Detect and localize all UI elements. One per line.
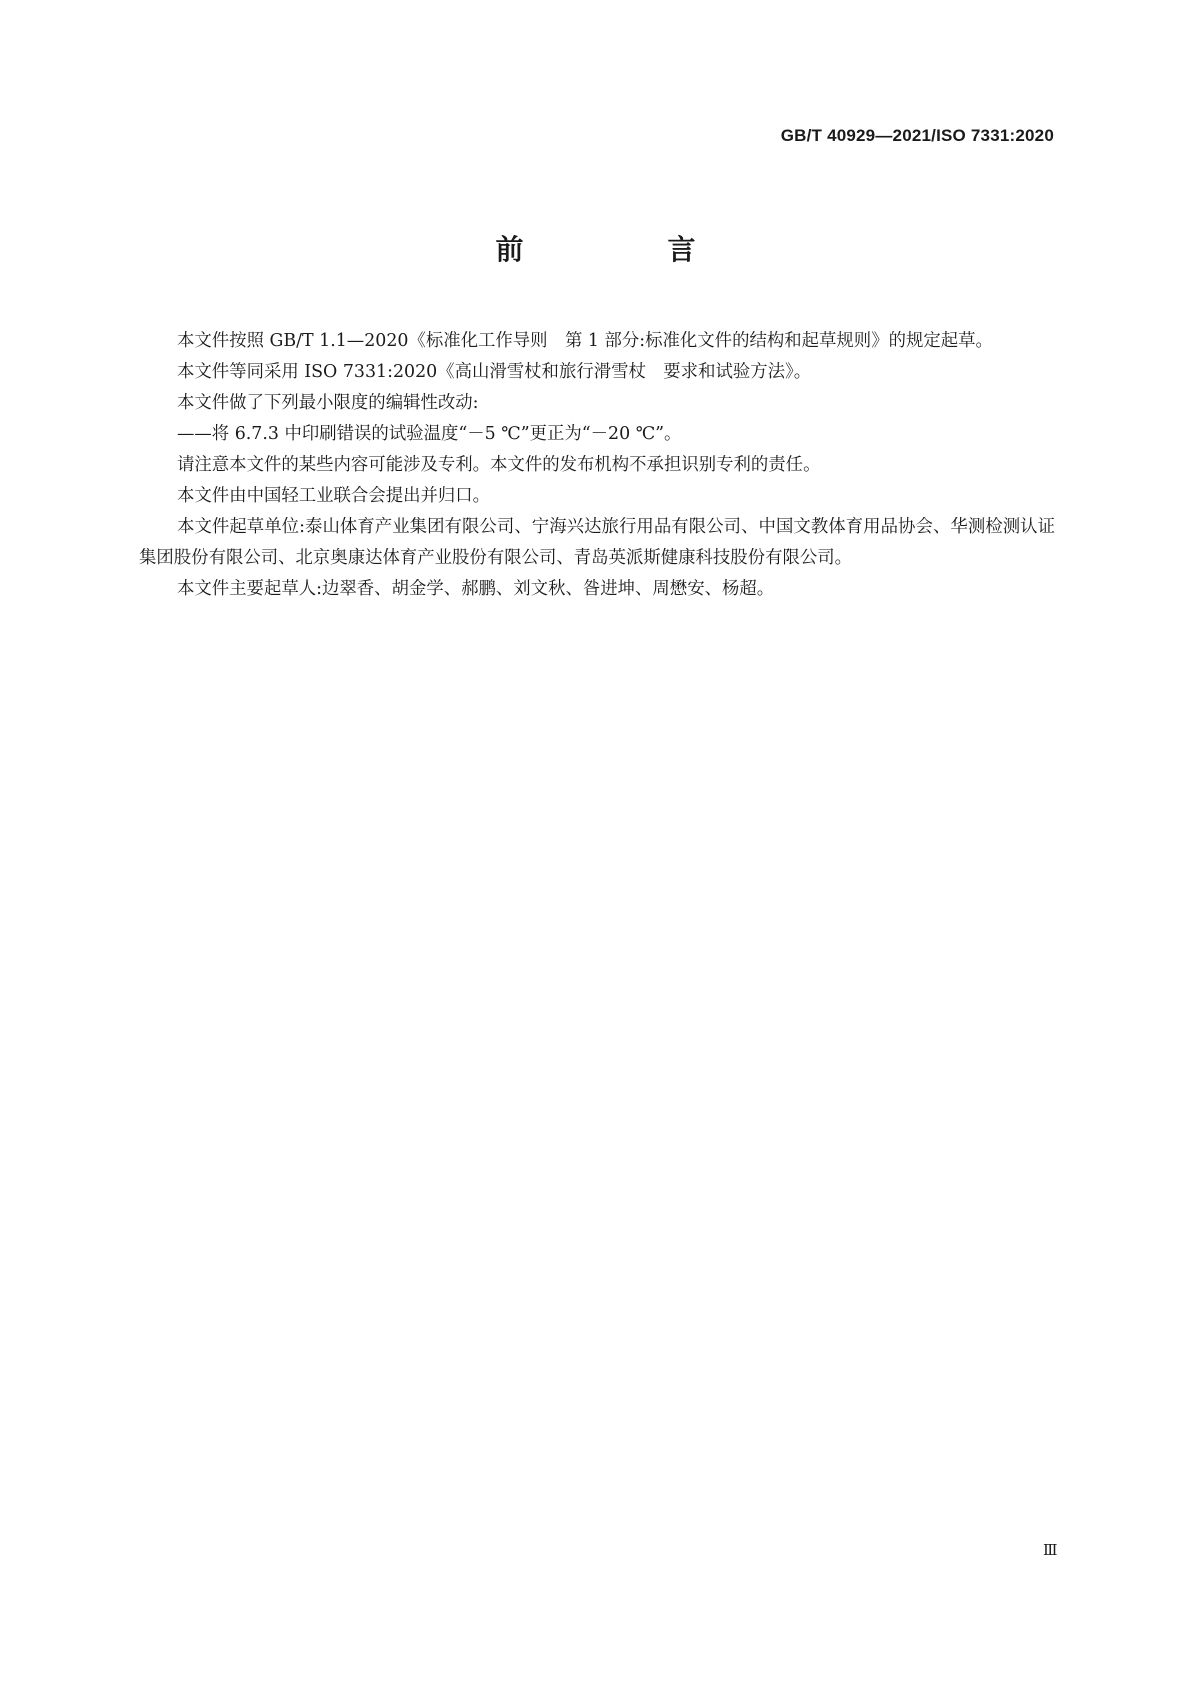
paragraph-proposer: 本文件由中国轻工业联合会提出并归口。: [177, 486, 491, 506]
paragraph-drafting-units: 本文件起草单位:泰山体育产业集团有限公司、宁海兴达旅行用品有限公司、中国文教体育用品协会、华测检测认证集团股份有限公司、北京奥康达体育产业股份有限公司、青岛英派斯健康科技股份有限公司。: [139, 517, 1055, 568]
paragraph-editorial-changes: 本文件做了下列最小限度的编辑性改动:: [177, 393, 479, 413]
foreword-body: [139, 326, 1055, 605]
page-number: Ⅲ: [1043, 1543, 1058, 1559]
standard-code-header: GB/T 40929—2021/ISO 7331:2020: [780, 126, 1054, 145]
paragraph-equivalent-adoption: 本文件等同采用 ISO 7331:2020《高山滑雪杖和旅行滑雪杖 要求和试验方法》。: [177, 362, 812, 382]
paragraph-drafters: 本文件主要起草人:边翠香、胡金学、郝鹏、刘文秋、昝进坤、周懋安、杨超。: [177, 579, 775, 599]
paragraph-drafting-rules: 本文件按照 GB/T 1.1—2020《标准化工作导则 第 1 部分:标准化文件的结构和起草规则》的规定起草。: [177, 331, 993, 351]
paragraph-patent-notice: 请注意本文件的某些内容可能涉及专利。本文件的发布机构不承担识别专利的责任。: [177, 455, 821, 475]
paragraph-change-item: ——将 6.7.3 中印刷错误的试验温度“－5 ℃”更正为“－20 ℃”。: [177, 424, 682, 444]
page-title: 前 言: [495, 233, 754, 266]
